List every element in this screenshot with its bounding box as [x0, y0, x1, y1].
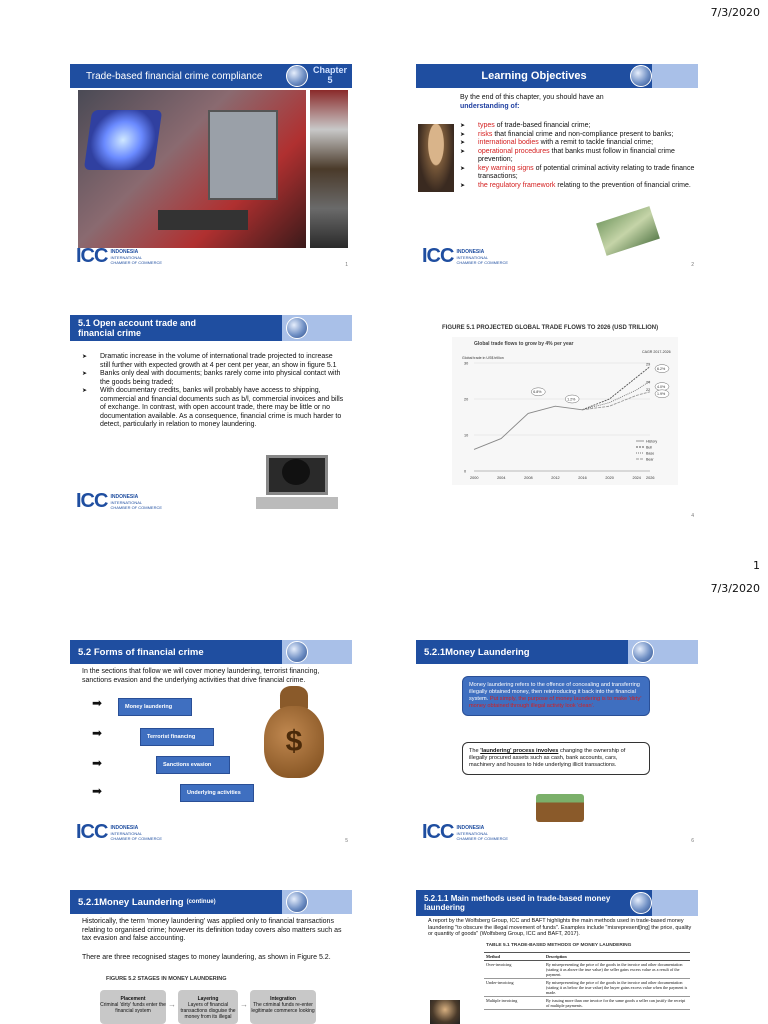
slide-5-header — [70, 640, 282, 664]
slide-3-list — [82, 353, 344, 430]
date-mid: 7/3/2020 — [710, 582, 760, 595]
slide-2-title: Learning Objectives — [481, 70, 587, 82]
slide-2 — [416, 64, 698, 276]
x-tick-label: 2016 — [578, 476, 587, 480]
growth-value: 1.2% — [567, 397, 576, 402]
slide-number: 4 — [691, 513, 694, 519]
legend-label: Bear — [646, 457, 654, 462]
arrow-icon: ➡ — [92, 784, 103, 798]
table-cell: By misrepresenting the price of the goods in the invoice and other documentation (stating it as above the true value) the seller gains excess value as a result of the payment. — [544, 961, 690, 979]
cagr-value: 1.9% — [657, 392, 666, 397]
end-value-label: 24 — [646, 380, 651, 385]
objective-item: ➤ key warning signs of potential criminal activity relating to trade finance transactions; — [460, 165, 696, 182]
box-money-laundering: Money laundering — [118, 698, 192, 716]
slide-8-intro: A report by the Wolfsberg Group, ICC and BAFT highlights the main methods used in trade-based money laundering "to obscure the illegal movement of funds". Examples include "misrepresent[ing] the price, quality or quantity of goods" (Wolfsberg Group, ICC and BAFT, 2017). — [428, 918, 692, 937]
series-line-base — [582, 381, 650, 410]
slide-7 — [70, 890, 352, 1024]
slide-7-p1: Historically, the term 'money laundering' was applied only to financial transactions relating to organised crime; however its definition today covers also matters such as tax evasion and false accounting. — [82, 918, 342, 942]
table-cell: By misrepresenting the price of the goods in the invoice and other documentation (stating it as below the true value) the buyer gains excess value when the payment is made. — [544, 979, 690, 997]
icc-logo: ICC INDONESIA INTERNATIONAL CHAMBER OF COMMERCE — [76, 490, 163, 512]
stage-placement: Placement Criminal 'dirty' funds enter the financial system — [100, 990, 166, 1024]
objective-item: ➤ types of trade-based financial crime; — [460, 122, 696, 131]
y-tick-label: 20 — [464, 397, 469, 402]
legend-label: Bull — [646, 445, 652, 450]
slide-2-intro: By the end of this chapter, you should have an understanding of: — [460, 94, 604, 110]
bullet-item: ➤ Dramatic increase in the volume of international trade projected to increase still further with expected growth at 4 per cent per year, an show in figure 5.1 — [82, 353, 344, 370]
y-tick-label: 10 — [464, 433, 469, 438]
objective-item: ➤ operational procedures that banks must follow in financial crime prevention; — [460, 148, 696, 165]
trade-flow-chart — [452, 337, 678, 485]
growth-value: 6.8% — [533, 390, 542, 395]
slide-number: 1 — [345, 262, 348, 268]
wallet-icon — [536, 794, 584, 822]
table-cell: Under-invoicing — [484, 979, 544, 997]
x-tick-label: 2004 — [497, 476, 506, 480]
chart-subtitle: Global trade flows to grow by 4% per year — [474, 341, 574, 347]
globe-icon — [286, 891, 308, 913]
slide-3-header — [70, 315, 282, 341]
objective-item: ➤ the regulatory framework relating to the prevention of financial crime. — [460, 182, 696, 191]
slide-7-header — [70, 890, 282, 914]
slide-5-intro: In the sections that follow we will cover money laundering, terrorist financing, sanctions evasion and the underlying activities that drive financial crime. — [82, 668, 320, 684]
header-accent — [652, 64, 698, 88]
x-tick-label: 2000 — [470, 476, 479, 480]
thief-image — [430, 1000, 460, 1024]
box-terrorist-financing: Terrorist financing — [140, 728, 214, 746]
objective-item: ➤ international bodies with a remit to tackle financial crime; — [460, 139, 696, 148]
slide-5 — [70, 640, 352, 852]
laptop-crime-image — [78, 90, 306, 248]
globe-icon — [286, 641, 308, 663]
money-bag-icon: $ — [264, 686, 324, 778]
legend-label: History — [646, 439, 658, 444]
slide-7-title: 5.2.1Money Laundering — [78, 896, 184, 908]
definition-box: Money laundering refers to the offence of concealing and transferring illegally obtained money, then reintroducing it back into the financial system. Put simply, the purpose of money laundering is to make 'dirty' money obtained through illegal activity look 'clean'. — [462, 676, 650, 716]
arrow-icon: ➡ — [92, 726, 103, 740]
arrow-icon: → — [240, 1000, 248, 1009]
table-row — [484, 979, 690, 997]
figure-5-2-title: FIGURE 5.2 STAGES IN MONEY LAUNDERING — [106, 976, 227, 982]
y-axis-label: Global trade in US$ trillion — [462, 356, 504, 360]
slide-3 — [70, 315, 352, 527]
series-line-history — [474, 406, 582, 449]
table-header: Description — [544, 953, 690, 961]
box-sanctions-evasion: Sanctions evasion — [156, 756, 230, 774]
icc-logo: ICC INDONESIA INTERNATIONAL CHAMBER OF COMMERCE — [422, 821, 509, 843]
table-row — [484, 961, 690, 979]
y-tick-label: 30 — [464, 361, 469, 366]
icc-logo: ICC INDONESIA INTERNATIONAL CHAMBER OF COMMERCE — [422, 245, 509, 267]
legend-label: Base — [646, 451, 655, 456]
slide-8-header — [416, 890, 652, 916]
hacker-image — [256, 455, 338, 515]
methods-table — [484, 952, 690, 1010]
stage-layering: Layering Layers of financial transactions disguise the money from its illegal — [178, 990, 238, 1024]
cagr-label: CAGR 2017-2026 — [642, 350, 671, 354]
arrow-icon: → — [168, 1000, 176, 1009]
side-photos — [310, 90, 348, 248]
table-cell: Over-invoicing — [484, 961, 544, 979]
table-row — [484, 997, 690, 1010]
figure-5-1-title: FIGURE 5.1 PROJECTED GLOBAL TRADE FLOWS TO 2026 (USD TRILLION) — [442, 325, 659, 331]
bullet-item: ➤ Banks only deal with documents; banks rarely come into physical contact with the goods being traded; — [82, 370, 344, 387]
slide-3-title: 5.1 Open account trade and financial crime — [78, 318, 197, 338]
globe-icon — [632, 641, 654, 663]
slide-number: 5 — [345, 838, 348, 844]
x-tick-label: 2012 — [551, 476, 560, 480]
bullet-item: ➤ With documentary credits, banks will probably have access to shipping, commercial and financial documents such as b/l, commercial invoices and bills of exchange. In contrast, with open account trade, there may be little or no documentation available. As a consequence, financial crime is much harder to detect, particularly in relation to money laundering. — [82, 387, 344, 430]
slide-6-header — [416, 640, 628, 664]
x-tick-label: 2020 — [605, 476, 614, 480]
slide-8-title: 5.2.1.1 Main methods used in trade-based money laundering — [424, 894, 611, 912]
end-value-label: 29 — [646, 362, 651, 367]
slide-2-header — [416, 64, 652, 88]
stages-diagram — [100, 990, 320, 1024]
arrow-icon: ➡ — [92, 756, 103, 770]
slide-8 — [416, 890, 698, 1024]
slide-6-title: 5.2.1Money Laundering — [424, 646, 530, 658]
globe-icon — [286, 65, 308, 87]
x-tick-label: 2026 — [646, 476, 655, 480]
slide-number: 2 — [691, 262, 694, 268]
slide-7-p2: There are three recognised stages to money laundering, as shown in Figure 5.2. — [82, 954, 331, 961]
slide-6 — [416, 640, 698, 852]
objectives-list — [460, 122, 696, 190]
arrow-icon: ➡ — [92, 696, 103, 710]
date-top: 7/3/2020 — [710, 6, 760, 19]
header-accent — [652, 890, 698, 916]
globe-icon — [630, 65, 652, 87]
money-image — [596, 206, 660, 256]
icc-logo: ICC INDONESIA INTERNATIONAL CHAMBER OF COMMERCE — [76, 821, 163, 843]
laundering-process-box: The 'laundering' process involves changing the ownership of illegally procured assets such as cash, bank accounts, cars, machinery and houses to hide underlying illicit transactions. — [462, 742, 650, 775]
slide-5-title: 5.2 Forms of financial crime — [78, 646, 204, 658]
cagr-value: 6.2% — [657, 366, 666, 371]
cagr-value: 4.0% — [657, 384, 666, 389]
end-value-label: 22 — [646, 387, 651, 392]
slide-4 — [416, 315, 698, 527]
x-tick-label: 2008 — [524, 476, 533, 480]
globe-icon — [630, 892, 652, 914]
page-number: 1 — [753, 559, 760, 572]
table-header: Method — [484, 953, 544, 961]
stage-integration: Integration The criminal funds re-enter legitimate commerce looking — [250, 990, 316, 1024]
slide-1-title: Trade-based financial crime compliance — [86, 70, 263, 82]
x-tick-label: 2024 — [632, 476, 641, 480]
objective-item: ➤ risks that financial crime and non-compliance present to banks; — [460, 131, 696, 140]
table-5-1-title: TABLE 5.1 TRADE-BASED METHODS OF MONEY LAUNDERING — [486, 943, 632, 948]
chapter-badge: Chapter 5 — [312, 65, 347, 85]
icc-logo: ICC INDONESIA INTERNATIONAL CHAMBER OF COMMERCE — [76, 245, 163, 267]
box-underlying-activities: Underlying activities — [180, 784, 254, 802]
slide-1 — [70, 64, 352, 276]
globe-icon — [286, 317, 308, 339]
table-cell: Multiple invoicing — [484, 997, 544, 1010]
slide-number: 6 — [691, 838, 694, 844]
detective-image — [418, 124, 454, 192]
slide-7-title-small: (continue) — [186, 899, 216, 905]
y-tick-label: 0 — [464, 469, 467, 474]
table-cell: By issuing more than one invoice for the same goods a seller can justify the receipt of multiple payments. — [544, 997, 690, 1010]
